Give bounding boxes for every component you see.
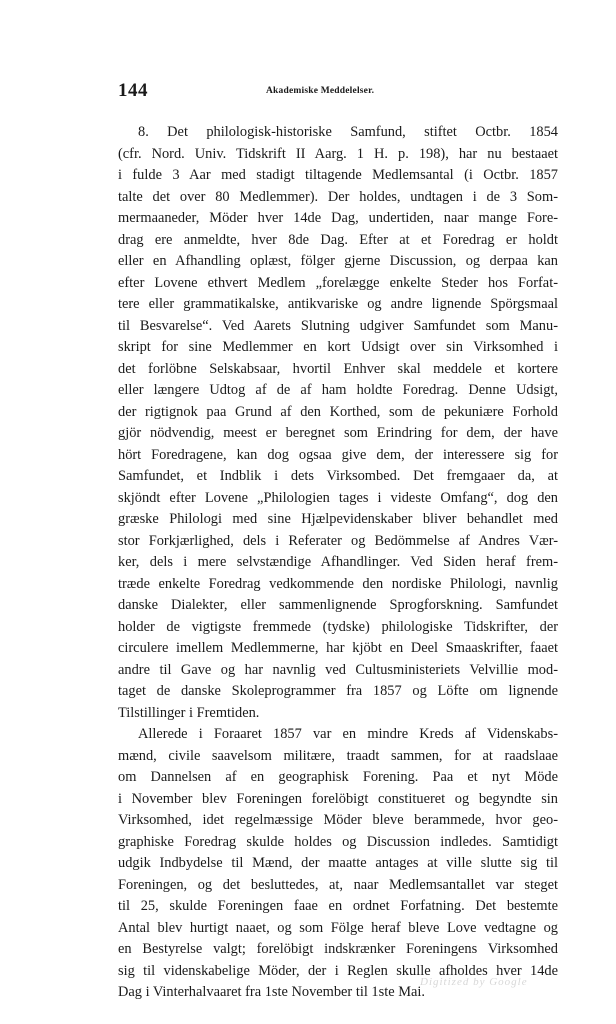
text-line: hört Foredragene, kan dog ogsaa give dem, der interessere sig for — [118, 446, 558, 463]
text-line: Allerede i Foraaret 1857 var en mindre Kreds af Videnskabs- — [138, 726, 558, 742]
text-line: holder de vigtigste fremmede (tydske) philologiske Tidskrifter, der — [118, 618, 558, 635]
text-line: til Besvarelse“. Ved Aarets Slutning udgiver Samfundet som Manu- — [118, 317, 558, 334]
text-line: ker, dels i mere selvstændige Afhandlinger. Ved Siden heraf frem- — [118, 554, 558, 570]
text-line: tere eller grammatikalske, antikvariske og andre lignende Spörgsmaal — [118, 296, 558, 312]
text-line: der rigtignok paa Grund af den Korthed, som de pekuniære Forhold — [118, 403, 558, 420]
text-line: i November blev Foreningen forelöbigt constitueret og begyndte sin — [118, 790, 558, 807]
text-line: det forlöbne Selskabsaar, hvortil Enhver skal meddele et kortere — [118, 360, 558, 377]
text-line: eller længere Udtog af de af ham holdte Foredrag. Denne Udsigt, — [118, 382, 558, 398]
text-line: Tilstillinger i Fremtiden. — [118, 704, 260, 721]
text-line: Antal blev hurtigt naaet, og som Fölge heraf bleve Love vedtagne og — [118, 919, 558, 936]
text-line: 8. Det philologisk-historiske Samfund, stiftet Octbr. 1854 — [138, 124, 558, 140]
text-line: graphiske Foredrag skulde holdes og Discussion indledes. Samtidigt — [118, 833, 558, 850]
text-line: Dag i Vinterhalvaaret fra 1ste November til 1ste Mai. — [118, 984, 425, 1000]
text-line: danske Dialekter, eller sammenlignende Sprogforskning. Samfundet — [118, 597, 558, 613]
text-line: skript for sine Medlemmer en kort Udsigt over sin Virksomhed i — [118, 339, 558, 355]
text-line: efter Lovene ethvert Medlem „forelægge enkelte Steder hos Forfat- — [118, 274, 558, 291]
page-header — [118, 80, 558, 102]
text-line: en Bestyrelse valgt; forelöbigt indskrænker Foreningens Virksomhed — [118, 941, 558, 957]
text-line: skjöndt efter Lovene „Philologien tages i videste Omfang“, dog den — [118, 489, 558, 506]
running-title: Akademiske Meddelelser. — [266, 86, 375, 96]
text-line: Samfundet, et Indblik i dets Virksombed. Det fremgaaer da, at — [118, 468, 558, 484]
body-text — [118, 122, 558, 1004]
text-line: taget de danske Skoleprogrammer fra 1857 og Löfte om lignende — [118, 683, 558, 699]
text-line: Foreningen, og det besluttedes, at, naar Medlemsantallet var steget — [118, 876, 558, 893]
text-line: udgik Indbydelse til Mænd, der maatte antages at ville slutte sig til — [118, 855, 558, 871]
text-line: andre til Gave og har navnlig ved Cultusministeriets Velvillie mod- — [118, 661, 558, 678]
text-line: græske Philologi med sine Hjælpevidenskaber bliver behandlet med — [118, 511, 558, 527]
text-line: stor Forkjærlighed, dels i Referater og Bedömmelse af Andres Vær- — [118, 532, 558, 549]
text-line: i fulde 3 Aar med stadigt tiltagende Medlemsantal (i Octbr. 1857 — [118, 167, 558, 183]
text-line: træde enkelte Foredrag vedkommende den nordiske Philologi, navnlig — [118, 575, 558, 592]
text-line: om Dannelsen af en geographisk Forening. Paa et nyt Möde — [118, 769, 558, 785]
text-line: talte det over 80 Medlemmer). Der holdes, undtagen i de 3 Som- — [118, 188, 558, 205]
text-line: circulere imellem Medlemmerne, har kjöbt en Deel Smaaskrifter, faaet — [118, 640, 558, 656]
text-line: (cfr. Nord. Univ. Tidskrift II Aarg. 1 H. p. 198), har nu bestaaet — [118, 145, 558, 162]
text-line: drag ere anmeldte, hver 8de Dag. Efter at et Foredrag er holdt — [118, 231, 558, 248]
text-line: gjör nödvendig, meest er beregnet som Erindring for dem, der have — [118, 425, 558, 441]
watermark-text: Digitized by Google — [420, 976, 528, 988]
text-line: Virksomhed, idet regelmæssige Möder bleve berammede, hvor geo- — [118, 812, 558, 828]
page-number: 144 — [118, 80, 148, 101]
text-line: eller en Afhandling oplæst, fölger gjerne Discussion, og derpaa kan — [118, 253, 558, 269]
text-line: sig til videnskabelige Möder, der i Reglen skulle afholdes hver 14de — [118, 962, 558, 979]
text-line: til 25, skulde Foreningen faae en ordnet Forfatning. Det bestemte — [118, 898, 558, 914]
text-line: mermaaneder, Möder hver 14de Dag, undertiden, naar mange Fore- — [118, 210, 558, 226]
text-line: mænd, civile saavelsom militære, traadt sammen, for at raadslaae — [118, 747, 558, 764]
